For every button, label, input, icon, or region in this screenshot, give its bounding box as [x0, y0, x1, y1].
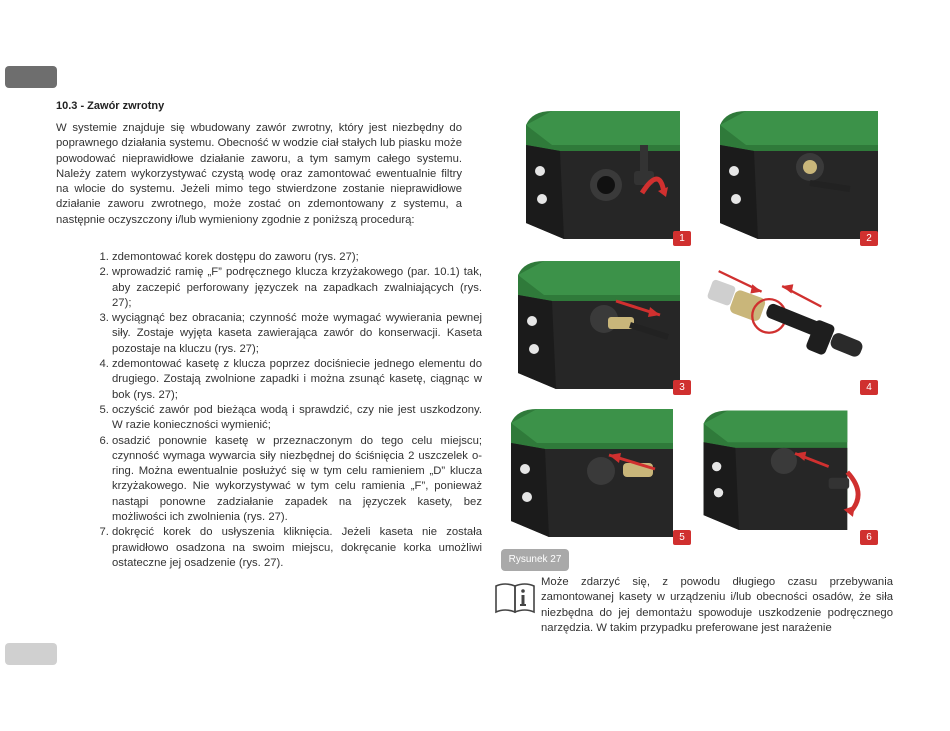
step-item: 1. zdemontować korek dostępu do zaworu (rys. 27); [112, 250, 482, 265]
section-title: 10.3 - Zawór zwrotny [56, 100, 165, 112]
figure-panel-badge: 6 [860, 530, 878, 545]
intro-paragraph: W systemie znajduje się wbudowany zawór zwrotny, który jest niezbędny do poprawnego działania systemu. Obecność w wodzie ciał stałych lub piasku może powodować nieprawidłowe działanie zaworu, a tym samym całego systemu. Należy zatem wykorzystywać czystą wodę oraz zamontować ewentualnie filtry na wlocie do systemu. Jeżeli mimo tego stwierdzone zostanie nieprawidłowe działanie zaworu zwrotnego, może zostać on zdemontowany z systemu, a następnie oczyszczony i/lub wymieniony zgodnie z poniższą procedurą: [56, 122, 462, 226]
pump-key-inserted-illustration [710, 105, 878, 253]
figure-panel-badge: 2 [860, 231, 878, 246]
step-item: 4. zdemontować kasetę z klucza poprzez dociśniecie jednego elementu do drugiego. Zostają zwolnione zapadki i można zsunąć kasetę, ciągnąc w bok (rys. 27); [112, 357, 482, 403]
page-tab-top [5, 66, 57, 88]
step-item: 2. wprowadzić ramię „F” podręcznego klucza krzyżakowego (par. 10.1) tak, aby zaczepić perforowany języczek na zapadkach zwalniających (rys. 27); [112, 265, 482, 311]
step-item: 5. oczyścić zawór pod bieżąca wodą i sprawdzić, czy nie jest uszkodzony. W razie konieczności wymienić; [112, 403, 482, 434]
page-tab-bottom [5, 643, 57, 665]
step-item: 7. dokręcić korek do usłyszenia kliknięcia. Jeżeli kaseta nie została prawidłowo osadzona na swoim miejscu, dokręcanie korka umożliwi ostateczne jej osadzenie (rys. 27). [112, 525, 482, 571]
figure-panel-badge: 3 [673, 380, 691, 395]
procedure-steps [92, 250, 482, 571]
figure-panel-badge: 1 [673, 231, 691, 246]
pump-unscrew-cap-illustration [512, 105, 680, 253]
cartridge-release-illustration [700, 255, 868, 403]
step-item: 6. osadzić ponownie kasetę w przeznaczonym do tego celu miejscu; czynność wymaga wywarcia siły niezbędnej do ściśnięcia 2 uszczelek o-ring. Można ewentualnie posłużyć się w tym celu ramieniem „D” klucza krzyżakowego. Nie wykorzystywać w tym celu ramienia „F”, ponieważ nastąpi ponowne zadziałanie zapadek na języczek kasety, bez możliwości ich zwolnienia (rys. 27). [112, 434, 482, 526]
pump-extract-cartridge-illustration [512, 255, 680, 403]
step-item: 3. wyciągnąć bez obracania; czynność może wymagać wywierania pewnej siły. Zostaje wyjęta kaseta zawierająca zawór do konserwacji. Kaseta pozostaje na kluczu (rys. 27); [112, 311, 482, 357]
pump-insert-cartridge-illustration [505, 403, 673, 551]
info-book-icon [494, 580, 536, 614]
figure-panel-badge: 5 [673, 530, 691, 545]
pump-screw-cap-illustration [698, 400, 866, 548]
figure-panel-badge: 4 [860, 380, 878, 395]
note-text: Może zdarzyć się, z powodu długiego czasu przebywania zamontowanej kasety w urządzeniu i/lub obecności osadów, że siła niezbędna do jej demontażu spowoduje uszkodzenie podręcznego narzędzia. W takim przypadku preferowane jest narażenie [541, 576, 893, 634]
figure-caption: Rysunek 27 [501, 549, 569, 571]
